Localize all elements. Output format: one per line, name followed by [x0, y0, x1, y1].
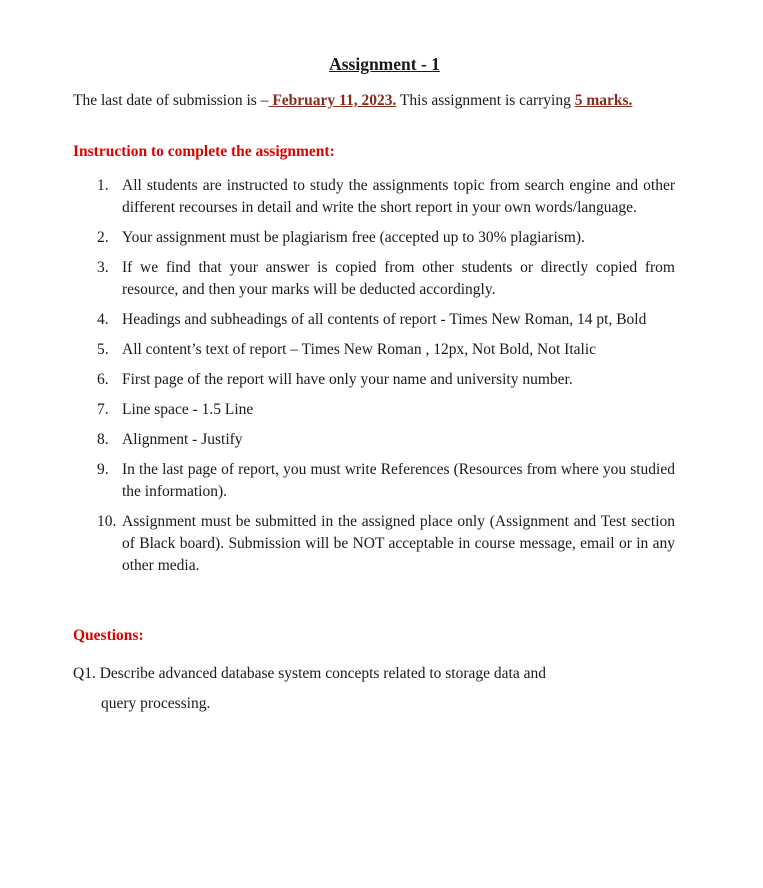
submission-line — [73, 92, 713, 110]
instruction-item — [97, 429, 675, 451]
submission-prefix: The last date of submission is – — [73, 92, 269, 109]
questions-heading: Questions: — [73, 627, 144, 644]
instruction-text: If we find that your answer is copied from other students or directly copied from resource, and then your marks will be deducted accordingly. — [122, 259, 675, 298]
question-1 — [73, 659, 633, 719]
instruction-item — [97, 369, 675, 391]
instruction-number: 2. — [97, 229, 109, 246]
instruction-text: Assignment must be submitted in the assigned place only (Assignment and Test section of Black board). Submission will be NOT acceptable in course message, email or in any other media. — [122, 513, 675, 574]
instruction-number: 9. — [97, 461, 109, 478]
instruction-text: All students are instructed to study the assignments topic from search engine and other different recourses in detail and write the short report in your own words/language. — [122, 177, 675, 216]
instruction-text: All content’s text of report – Times New Roman , 12px, Not Bold, Not Italic — [122, 341, 596, 358]
instruction-item — [97, 339, 675, 361]
question-1-line-2: query processing. — [101, 695, 211, 712]
instruction-item — [97, 459, 675, 503]
instruction-item — [97, 175, 675, 219]
instruction-item — [97, 399, 675, 421]
instructions-list — [97, 175, 675, 585]
submission-marks: 5 marks. — [574, 92, 633, 109]
instruction-number: 4. — [97, 311, 109, 328]
instruction-number: 1. — [97, 177, 109, 194]
instruction-text: Line space - 1.5 Line — [122, 401, 254, 418]
submission-date: February 11, 2023. — [268, 92, 397, 109]
instruction-text: First page of the report will have only your name and university number. — [122, 371, 573, 388]
instruction-number: 7. — [97, 401, 109, 418]
assignment-title-text: Assignment - 1 — [329, 54, 440, 74]
question-1-line-1: Q1. Describe advanced database system concepts related to storage data and — [73, 665, 546, 682]
instructions-heading: Instruction to complete the assignment: — [73, 143, 335, 160]
instruction-text: Headings and subheadings of all contents of report - Times New Roman, 14 pt, Bold — [122, 311, 647, 328]
instruction-number: 3. — [97, 259, 109, 276]
instruction-number: 6. — [97, 371, 109, 388]
instruction-text: Your assignment must be plagiarism free (accepted up to 30% plagiarism). — [122, 229, 585, 246]
instruction-item — [97, 309, 675, 331]
instruction-text: Alignment - Justify — [122, 431, 243, 448]
instruction-number: 5. — [97, 341, 109, 358]
instruction-item — [97, 511, 675, 577]
assignment-title — [0, 54, 763, 75]
instruction-text: In the last page of report, you must write References (Resources from where you studied the information). — [122, 461, 675, 500]
instruction-number: 10. — [97, 513, 117, 530]
instruction-item — [97, 257, 675, 301]
instruction-number: 8. — [97, 431, 109, 448]
submission-middle: This assignment is carrying — [396, 92, 575, 109]
instruction-item — [97, 227, 675, 249]
